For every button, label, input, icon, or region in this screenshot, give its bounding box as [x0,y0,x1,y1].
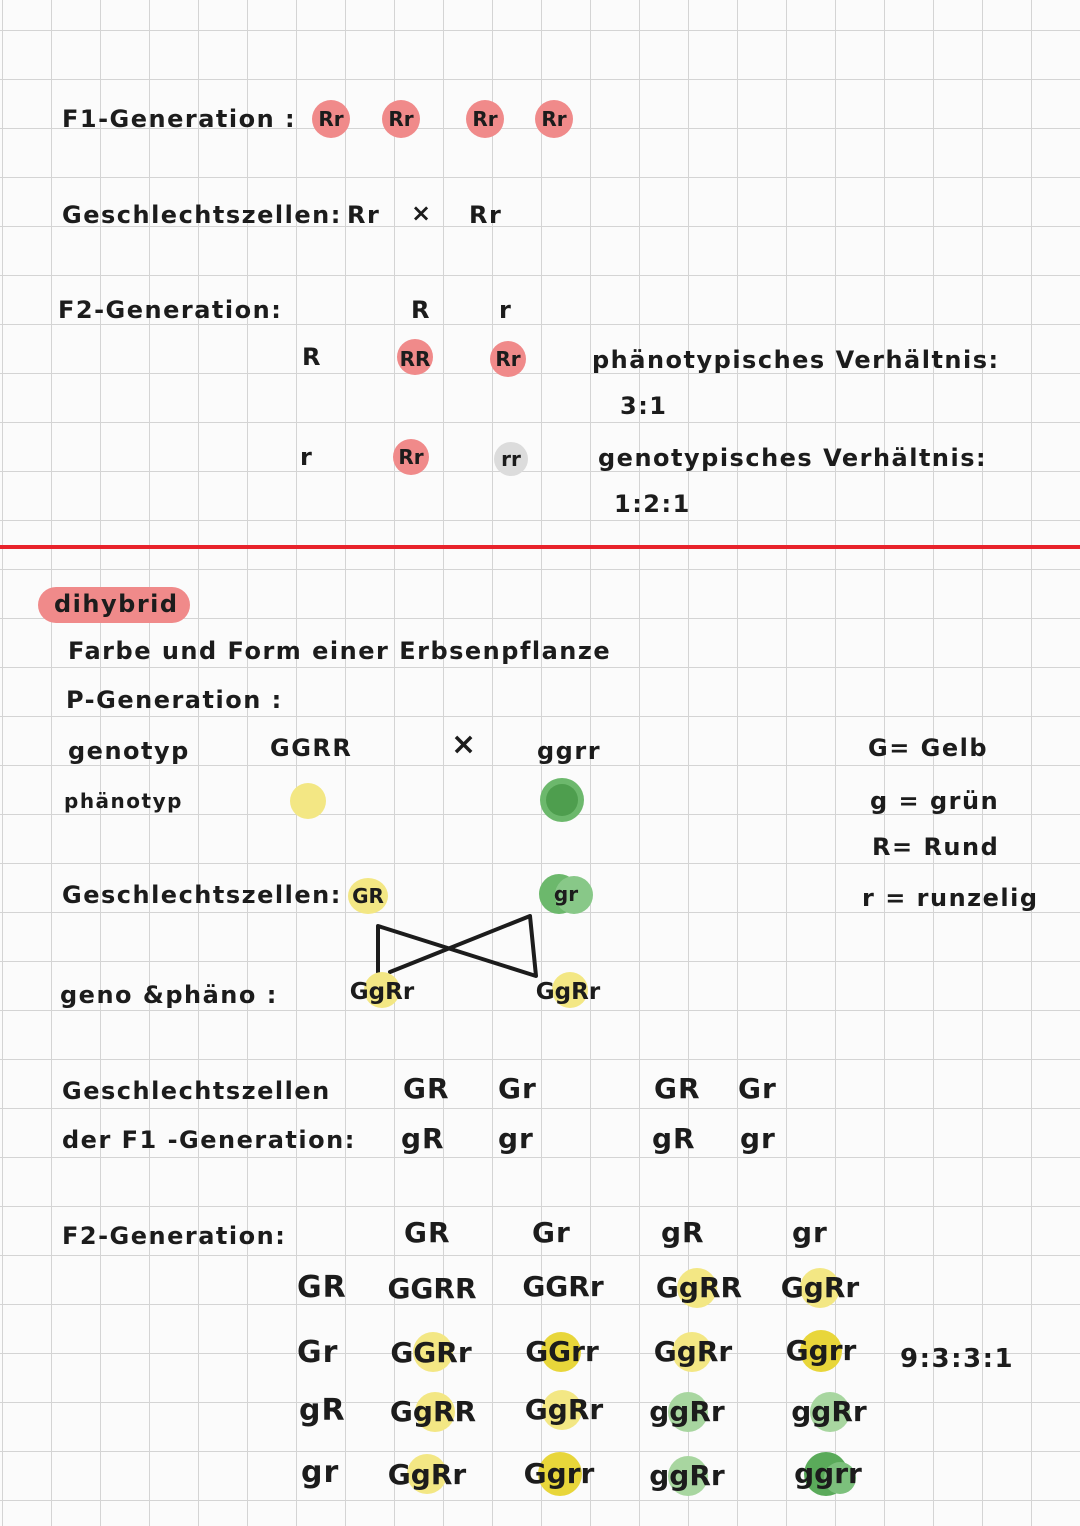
punnett-row-header: gR [299,1393,346,1428]
geno-pheno-label: geno &phäno : [60,981,278,1009]
punnett-row-header: gr [301,1455,340,1490]
punnett-col-header: Gr [532,1216,571,1249]
punnett-cell: GGRr [383,1332,479,1374]
punnett-col-header: gr [792,1216,828,1249]
punnett-cell: RR [393,339,437,379]
punnett-cell: GgRR [651,1266,747,1310]
f1-gamete: Gr [498,1072,537,1105]
f1-gamete: gr [740,1122,776,1155]
parent2-genotype: ggrr [537,737,602,765]
punnett-cell: ggRr [646,1390,728,1434]
phenotype-ratio-label: phänotypisches Verhältnis: [592,346,1000,374]
dihybrid-subtitle: Farbe und Form einer Erbsenpflanze [68,637,612,665]
f1-gamete: GR [654,1072,701,1105]
punnett-cell: GGRr [522,1270,604,1303]
punnett-cell: GgRr [646,1330,740,1374]
f1-gamete: gr [498,1122,534,1155]
punnett-cell: ggRr [646,1454,728,1498]
f1-gamete: Gr [738,1072,777,1105]
f1-genotype: Rr [311,99,351,139]
dihybrid-badge: dihybrid [54,590,179,618]
parent2-gamete: gr [537,872,595,916]
punnett-cell: Rr [488,339,528,379]
genotype-ratio: 1:2:1 [614,490,691,518]
legend-item: G= Gelb [868,734,989,762]
punnett-row-header: r [300,443,314,471]
punnett-cell: Ggrr [778,1328,864,1374]
punnett-cell: Ggrr [518,1450,600,1498]
f1-gamete: gR [401,1122,445,1155]
di-gametes-label: Geschlechtszellen: [62,881,342,909]
phenotype-ratio: 3:1 [620,392,668,420]
punnett-row-header: R [302,343,322,371]
punnett-col-header: r [499,296,513,324]
cross-symbol: × [451,727,478,762]
f1-gamete: GR [403,1072,450,1105]
genotype-ratio-label: genotypisches Verhältnis: [598,444,988,472]
punnett-cell: GgRr [385,1454,469,1496]
punnett-cell: ggrr [788,1450,868,1498]
f1-genotype: Rr [381,99,421,139]
punnett-cell: GGRR [387,1272,477,1305]
phenotype-label: phänotyp [64,789,183,813]
f2-generation-label: F2-Generation: [58,296,283,324]
f1-offspring-right: GgRr [526,972,610,1012]
parent1-genotype: GGRR [270,734,353,762]
gamete-left: Rr [347,201,381,229]
f1-gametes-label-line2: der F1 -Generation: [62,1126,356,1154]
f1-gamete: gR [652,1122,696,1155]
punnett-cell: rr [491,439,531,479]
punnett-cell: GgRr [776,1266,864,1310]
punnett-col-header: gR [661,1216,705,1249]
punnett-col-header: R [411,296,431,324]
f1-genotype: Rr [534,99,574,139]
di-f2-generation-label: F2-Generation: [62,1222,287,1250]
p-generation-label: P-Generation : [66,686,283,714]
punnett-col-header: GR [404,1216,451,1249]
f1-genotype: Rr [465,99,505,139]
punnett-cell: ggRr [788,1390,870,1434]
gametes-label: Geschlechtszellen: [62,201,342,229]
cross-line-path [378,916,536,976]
gamete-right: Rr [469,201,503,229]
legend-item: r = runzelig [862,884,1039,912]
punnett-cell: GGrr [517,1330,607,1374]
punnett-row-header: Gr [297,1335,339,1370]
cross-symbol: × [411,199,433,227]
dihybrid-ratio: 9:3:3:1 [900,1344,1015,1374]
punnett-cell: Rr [391,437,431,477]
punnett-cell: GgRR [385,1390,481,1434]
parent1-gamete: GR [346,876,390,916]
f1-generation-label: F1-Generation : [62,105,297,133]
f1-gametes-label: Geschlechtszellen [62,1077,331,1105]
legend-item: R= Rund [872,833,1000,861]
legend-item: g = grün [870,787,1000,815]
punnett-row-header: GR [297,1270,347,1305]
genotype-label: genotyp [68,737,190,765]
punnett-cell: GgRr [518,1388,610,1432]
f1-offspring-left: GgRr [342,972,422,1012]
